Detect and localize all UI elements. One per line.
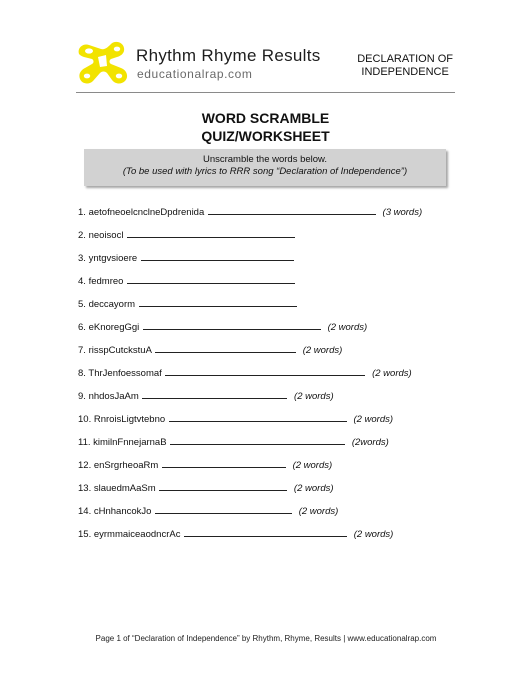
question-number: 15. (78, 529, 92, 540)
question-number: 10. (78, 414, 92, 425)
scrambled-word: risspCutckstuA (88, 345, 152, 356)
scrambled-word: fedmreo (88, 276, 124, 287)
question-number: 9. (78, 391, 86, 402)
question-13 (78, 480, 422, 503)
question-number: 3. (78, 253, 86, 264)
answer-blank[interactable] (162, 458, 286, 468)
question-8 (78, 365, 422, 388)
question-number: 4. (78, 276, 86, 287)
scrambled-word: yntgvsioere (88, 253, 138, 264)
instructions-line1: Unscramble the words below. (202, 154, 328, 165)
instructions-box (84, 149, 446, 186)
question-number: 14. (78, 506, 92, 517)
question-11 (78, 434, 422, 457)
question-number: 13. (78, 483, 92, 494)
brand-name: Rhythm Rhyme Results (136, 46, 321, 65)
answer-blank[interactable] (170, 435, 345, 445)
question-1 (78, 204, 422, 227)
answer-blank[interactable] (127, 274, 295, 284)
title-line1: WORD SCRAMBLE (201, 110, 330, 126)
question-number: 11. (78, 437, 91, 448)
question-number: 12. (78, 460, 92, 471)
answer-blank[interactable] (155, 343, 296, 353)
answer-blank[interactable] (142, 389, 287, 399)
brand-url: educationalrap.com (137, 67, 253, 81)
scrambled-word: deccayorm (88, 299, 136, 310)
scrambled-word: RnroisLigtvtebno (93, 414, 166, 425)
header-divider (76, 92, 455, 93)
scrambled-word: eKnoregGgi (88, 322, 140, 333)
word-count-hint: (2 words) (353, 529, 394, 540)
word-count-hint: (2 words) (302, 345, 343, 356)
answer-blank[interactable] (127, 228, 295, 238)
answer-blank[interactable] (155, 504, 292, 514)
question-7 (78, 342, 422, 365)
title-line2: QUIZ/WORKSHEET (201, 128, 330, 144)
scrambled-word: kimilnFnnejarnaB (93, 437, 167, 448)
question-3 (78, 250, 422, 273)
answer-blank[interactable] (165, 366, 365, 376)
scrambled-word: aetofneoelcnclneDpdrenida (88, 207, 205, 218)
scrambled-word: cHnhancokJo (93, 506, 152, 517)
question-number: 7. (78, 345, 86, 356)
document-topic-tag (357, 53, 453, 79)
question-number: 2. (78, 230, 86, 241)
question-number: 1. (78, 207, 86, 218)
word-count-hint: (2 words) (353, 414, 394, 425)
doc-tag-line2: INDEPENDENCE (361, 66, 449, 78)
word-count-hint: (2 words) (327, 322, 368, 333)
question-12 (78, 457, 422, 480)
word-count-hint: (2 words) (298, 506, 339, 517)
answer-blank[interactable] (141, 251, 294, 261)
rhythm-rhyme-results-logo (75, 40, 131, 86)
word-count-hint: (3 words) (382, 207, 423, 218)
question-number: 5. (78, 299, 86, 310)
answer-blank[interactable] (159, 481, 287, 491)
question-10 (78, 411, 422, 434)
scrambled-word: ThrJenfoessomaf (88, 368, 162, 379)
answer-blank[interactable] (143, 320, 321, 330)
question-number: 6. (78, 322, 86, 333)
scrambled-word: slauedmAaSm (93, 483, 156, 494)
question-list (78, 204, 422, 549)
question-number: 8. (78, 368, 86, 379)
answer-blank[interactable] (184, 527, 347, 537)
page-title (76, 109, 455, 145)
question-15 (78, 526, 422, 549)
scrambled-word: enSrgrheoaRm (93, 460, 159, 471)
question-9 (78, 388, 422, 411)
question-2 (78, 227, 422, 250)
doc-tag-line1: DECLARATION OF (357, 53, 453, 65)
word-count-hint: (2 words) (292, 460, 333, 471)
instructions-line2: (To be used with lyrics to RRR song “Declaration of Independence”) (122, 166, 408, 177)
answer-blank[interactable] (169, 412, 347, 422)
page-footer: Page 1 of “Declaration of Independence” by Rhythm, Rhyme, Results | www.educationalrap.com (95, 634, 437, 643)
question-4 (78, 273, 422, 296)
question-5 (78, 296, 422, 319)
scrambled-word: nhdosJaAm (88, 391, 139, 402)
word-count-hint: (2 words) (294, 391, 334, 402)
scrambled-word: eyrmmaiceaodncrAc (93, 529, 181, 540)
word-count-hint: (2 words) (293, 483, 334, 494)
question-6 (78, 319, 422, 342)
scrambled-word: neoisocl (88, 230, 124, 241)
word-count-hint: (2 words) (372, 368, 412, 379)
question-14 (78, 503, 422, 526)
answer-blank[interactable] (139, 297, 297, 307)
word-count-hint: (2words) (351, 437, 389, 448)
answer-blank[interactable] (208, 205, 376, 215)
